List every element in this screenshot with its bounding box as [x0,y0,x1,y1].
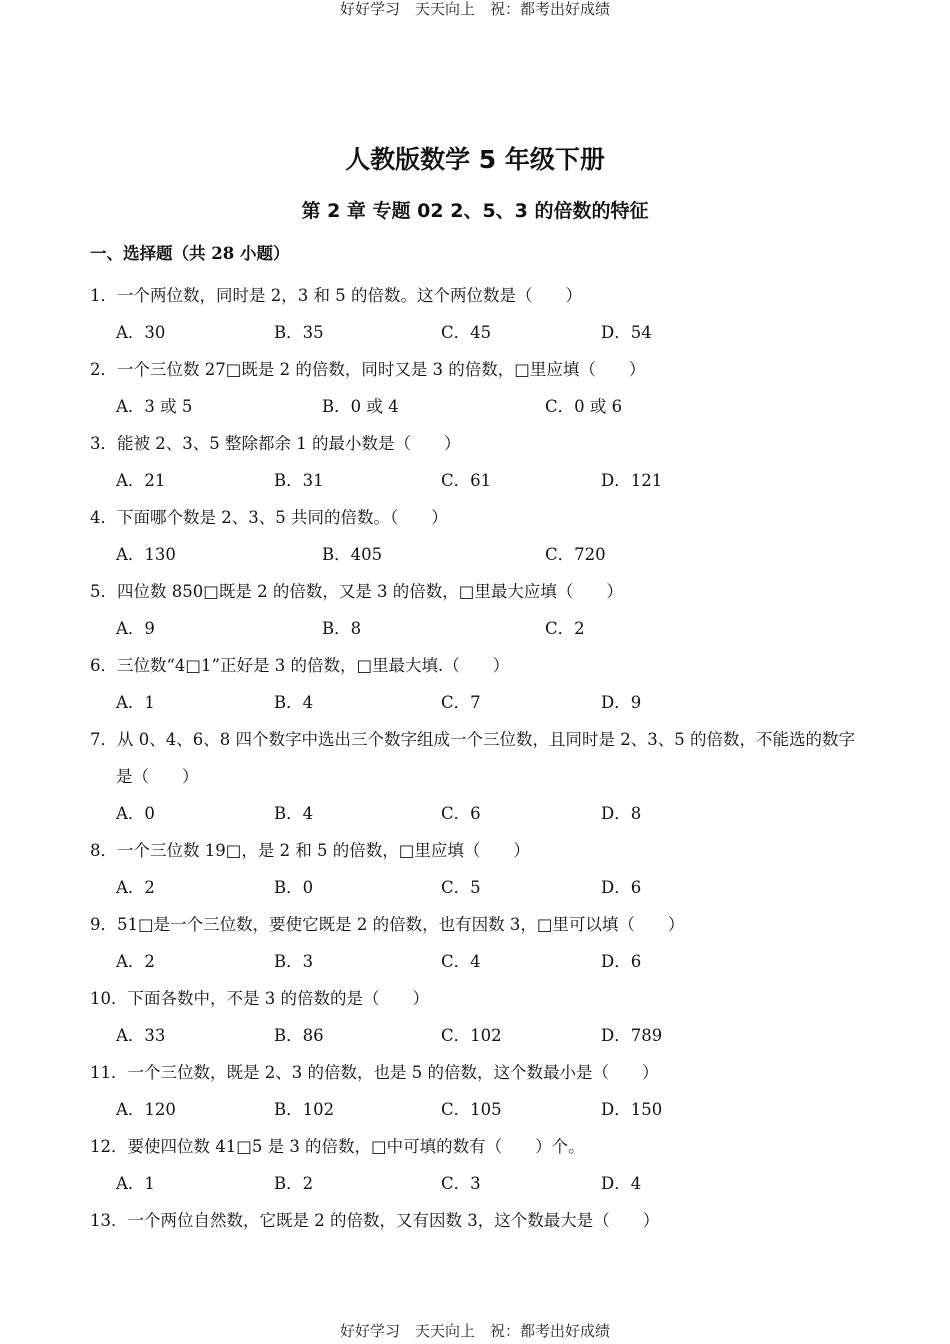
option-a[interactable]: A．33 [116,1026,166,1045]
question-text: 6．三位数“4□1”正好是 3 的倍数，□里最大填.（ ） [90,656,510,675]
option-c[interactable]: C．105 [441,1100,502,1119]
option-d[interactable]: D．789 [601,1026,663,1045]
option-d[interactable]: D．150 [601,1100,663,1119]
option-d[interactable]: D．9 [601,693,642,712]
option-d[interactable]: D．4 [601,1174,642,1193]
question-text: 4．下面哪个数是 2、3、5 共同的倍数。（ ） [90,508,448,527]
option-b[interactable]: B．86 [274,1026,324,1045]
question-text: 3．能被 2、3、5 整除都余 1 的最小数是（ ） [90,434,461,453]
option-a[interactable]: A．1 [116,693,155,712]
option-b[interactable]: B．2 [274,1174,314,1193]
option-c[interactable]: C．45 [441,323,492,342]
option-a[interactable]: A．2 [116,952,155,971]
option-row [90,684,870,721]
option-c[interactable]: C．7 [441,693,481,712]
question-text: 5．四位数 850□既是 2 的倍数，又是 3 的倍数，□里最大应填（ ） [90,582,623,601]
question-item [90,425,870,499]
option-c[interactable]: C．102 [441,1026,502,1045]
option-c[interactable]: C．0 或 6 [545,397,623,416]
question-item [90,351,870,425]
option-row [90,795,870,832]
question-text: 12．要使四位数 41□5 是 3 的倍数，□中可填的数有（ ）个。 [90,1137,585,1156]
option-b[interactable]: B．31 [274,471,324,490]
option-b[interactable]: B．405 [322,545,383,564]
option-a[interactable]: A．1 [116,1174,155,1193]
question-item [90,721,870,832]
question-item [90,980,870,1054]
question-text: 7．从 0、4、6、8 四个数字中选出三个数字组成一个三位数，且同时是 2、3、5 的倍数，不能选的数字是（ ） [90,730,855,786]
option-d[interactable]: D．8 [601,804,642,823]
option-row [90,943,870,980]
option-row [90,314,870,351]
option-b[interactable]: B．4 [274,693,314,712]
question-item [90,499,870,573]
option-a[interactable]: A．130 [116,545,176,564]
question-text: 13．一个两位自然数，它既是 2 的倍数，又有因数 3，这个数最大是（ ） [90,1211,660,1230]
question-text: 11．一个三位数，既是 2、3 的倍数，也是 5 的倍数，这个数最小是（ ） [90,1063,659,1082]
option-d[interactable]: D．6 [601,878,642,897]
page-title: 人教版数学 5 年级下册 [345,145,605,174]
question-text: 10．下面各数中，不是 3 的倍数的是（ ） [90,989,429,1008]
option-b[interactable]: B．8 [322,619,362,638]
option-b[interactable]: B．4 [274,804,314,823]
question-item [90,1202,870,1239]
page-subtitle: 第 2 章 专题 02 2、5、3 的倍数的特征 [301,200,649,222]
option-row [90,388,870,425]
option-a[interactable]: A．2 [116,878,155,897]
option-a[interactable]: A．0 [116,804,155,823]
question-item [90,573,870,647]
option-row [90,1165,870,1202]
option-a[interactable]: A．3 或 5 [116,397,193,416]
question-text: 1．一个两位数，同时是 2，3 和 5 的倍数。这个两位数是（ ） [90,286,582,305]
option-d[interactable]: D．54 [601,323,652,342]
option-row [90,462,870,499]
question-item [90,832,870,906]
option-c[interactable]: C．3 [441,1174,481,1193]
option-a[interactable]: A．30 [116,323,166,342]
option-b[interactable]: B．3 [274,952,314,971]
question-item [90,277,870,351]
option-c[interactable]: C．2 [545,619,585,638]
footer-banner: 好好学习 天天向上 祝：都考出好成绩 [339,1322,610,1340]
option-a[interactable]: A．21 [116,471,166,490]
option-a[interactable]: A．120 [116,1100,176,1119]
question-text: 8．一个三位数 19□，是 2 和 5 的倍数，□里应填（ ） [90,841,530,860]
question-text: 2．一个三位数 27□既是 2 的倍数，同时又是 3 的倍数，□里应填（ ） [90,360,646,379]
question-item [90,1128,870,1202]
question-list [90,277,870,1239]
option-d[interactable]: D．6 [601,952,642,971]
option-row [90,1017,870,1054]
option-b[interactable]: B．102 [274,1100,335,1119]
question-item [90,647,870,721]
option-c[interactable]: C．5 [441,878,481,897]
option-b[interactable]: B．0 或 4 [322,397,399,416]
question-item [90,906,870,980]
option-row [90,869,870,906]
option-c[interactable]: C．720 [545,545,606,564]
option-row [90,610,870,647]
section-heading: 一、选择题（共 28 小题） [90,244,290,263]
header-banner: 好好学习 天天向上 祝：都考出好成绩 [339,0,610,18]
option-c[interactable]: C．4 [441,952,481,971]
option-row [90,536,870,573]
question-text: 9．51□是一个三位数，要使它既是 2 的倍数，也有因数 3，□里可以填（ ） [90,915,685,934]
question-item [90,1054,870,1128]
option-d[interactable]: D．121 [601,471,663,490]
option-row [90,1091,870,1128]
option-a[interactable]: A．9 [116,619,155,638]
option-b[interactable]: B．35 [274,323,324,342]
option-c[interactable]: C．61 [441,471,492,490]
option-b[interactable]: B．0 [274,878,314,897]
option-c[interactable]: C．6 [441,804,481,823]
